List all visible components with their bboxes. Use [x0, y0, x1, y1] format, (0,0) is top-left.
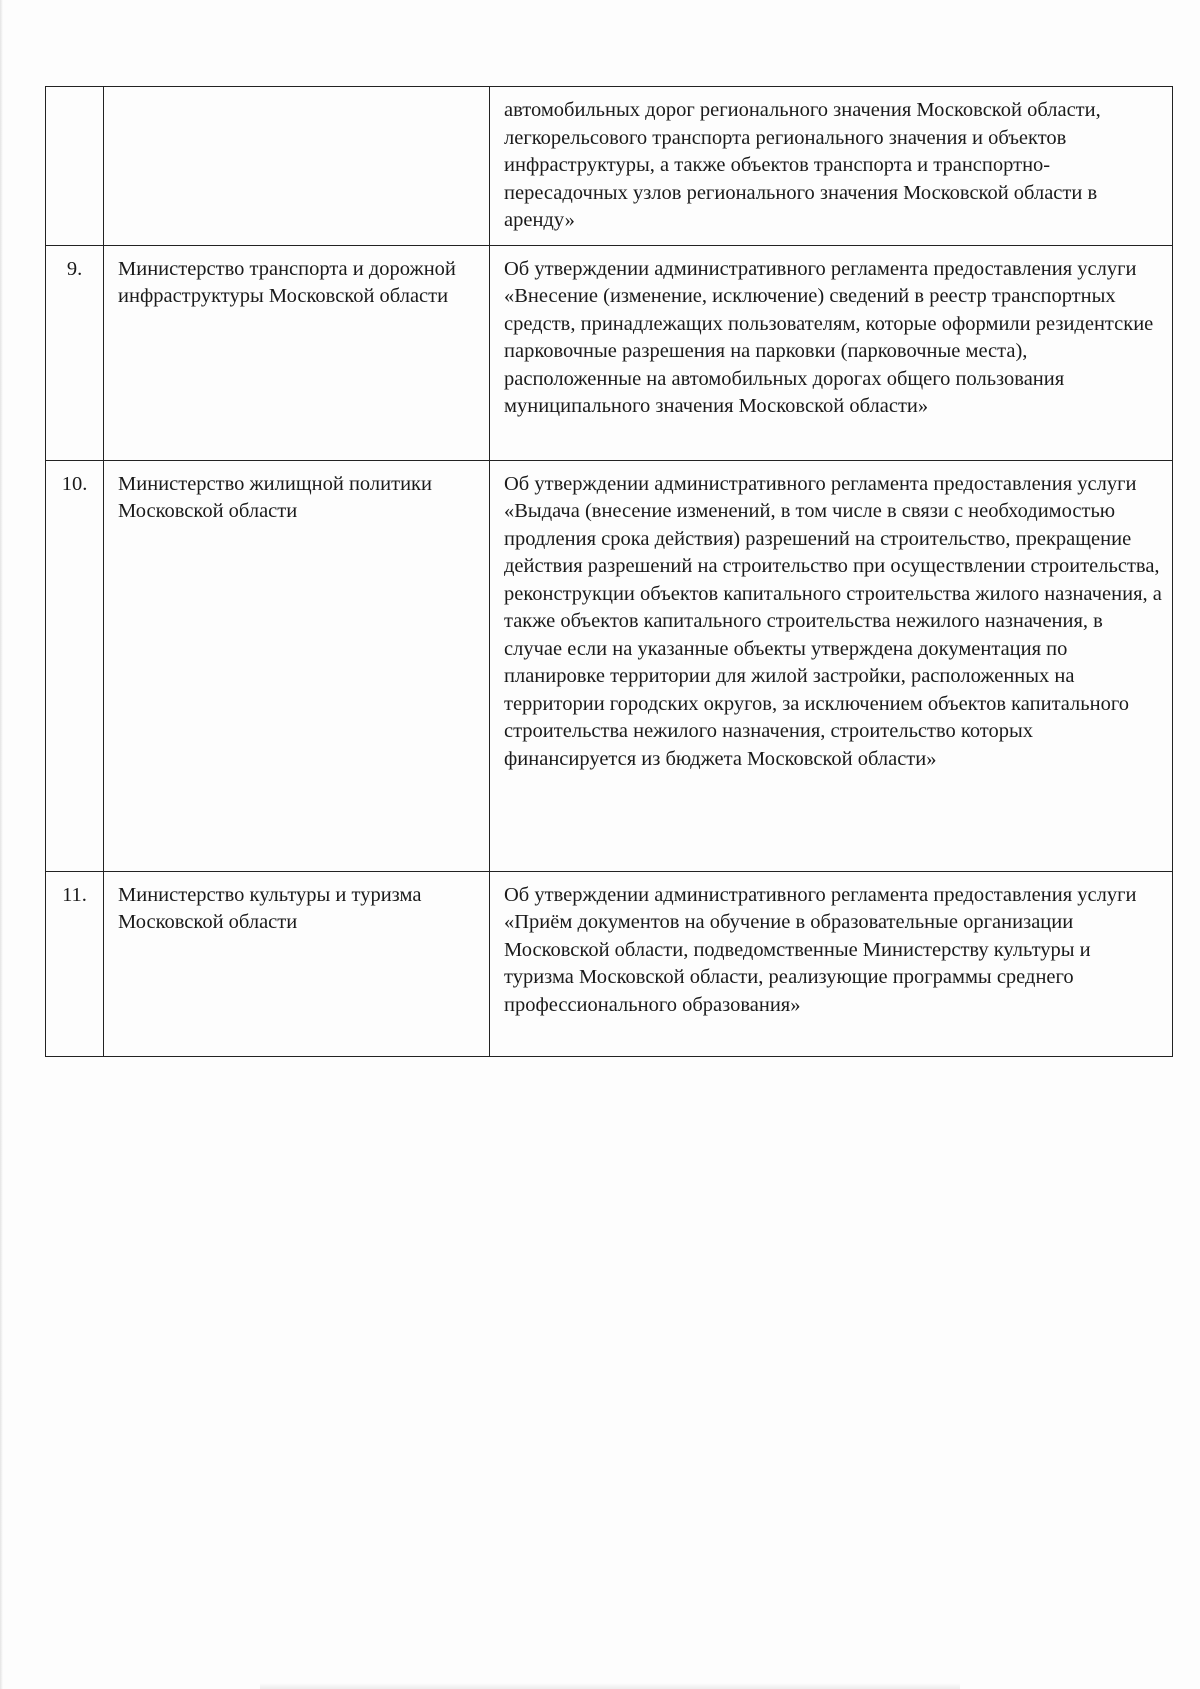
- table-row: [46, 460, 1173, 871]
- table-row: [46, 245, 1173, 460]
- row-number-cell: [46, 87, 104, 246]
- scan-bottom-shadow: [260, 1683, 960, 1689]
- row-number-cell: 9.: [46, 245, 104, 460]
- organization-cell: Министерство жилищной политики Московской области: [104, 460, 490, 871]
- document-title-cell: Об утверждении административного регламента предоставления услуги «Выдача (внесение изменений, в том числе в связи с необходимостью продления срока действия) разрешений на строительство, прекращение действия разрешений на строительство при осуществлении строительства, реконструкции объектов капитального строительства жилого назначения, а также объектов капитального строительства нежилого назначения, в случае если на указанные объекты утверждена документация по планировке территории для жилой застройки, расположенных на территории городских округов, за исключением объектов капитального строительства нежилого назначения, строительство которых финансируется из бюджета Московской области»: [490, 460, 1173, 871]
- document-title-cell: Об утверждении административного регламента предоставления услуги «Приём документов на обучение в образовательные организации Московской области, подведомственные Министерству культуры и туризма Московской области, реализующие программы среднего профессионального образования»: [490, 871, 1173, 1056]
- document-title-cell: Об утверждении административного регламента предоставления услуги «Внесение (изменение, исключение) сведений в реестр транспортных средств, принадлежащих пользователям, которые оформили резидентские парковочные разрешения на парковки (парковочные места), расположенные на автомобильных дорогах общего пользования муниципального значения Московской области»: [490, 245, 1173, 460]
- row-number-cell: 11.: [46, 871, 104, 1056]
- organization-cell: [104, 87, 490, 246]
- organization-cell: Министерство культуры и туризма Московской области: [104, 871, 490, 1056]
- table-row: [46, 87, 1173, 246]
- table-row: [46, 871, 1173, 1056]
- scan-edge-shadow: [0, 0, 3, 1689]
- document-title-cell: автомобильных дорог регионального значения Московской области, легкорельсового транспорта регионального значения и объектов инфраструктуры, а также объектов транспорта и транспортно-пересадочных узлов регионального значения Московской области в аренду»: [490, 87, 1173, 246]
- services-table: [45, 86, 1173, 1057]
- row-number-cell: 10.: [46, 460, 104, 871]
- organization-cell: Министерство транспорта и дорожной инфраструктуры Московской области: [104, 245, 490, 460]
